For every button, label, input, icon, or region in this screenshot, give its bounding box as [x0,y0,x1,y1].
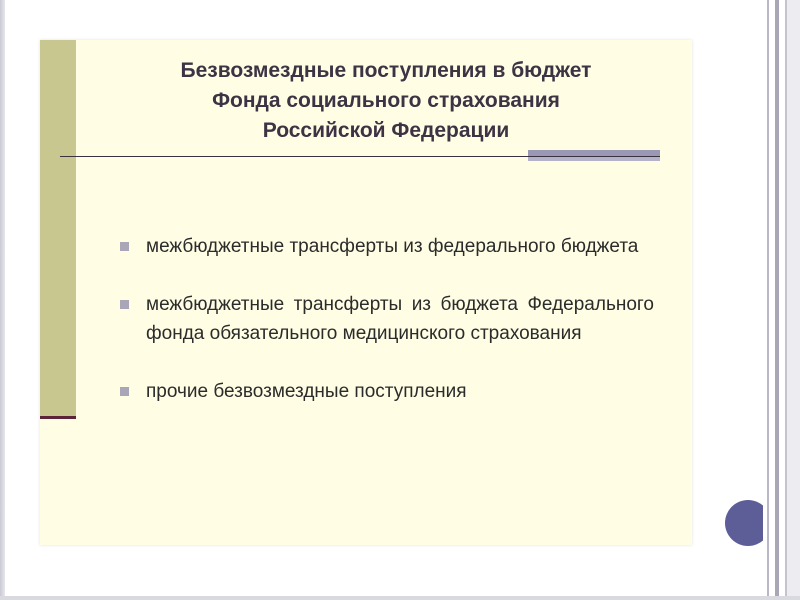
title-underline [60,156,660,157]
bullet-item [118,290,654,348]
bullet-item [118,232,654,261]
frame-right-line [767,0,769,600]
frame-right-line [775,0,779,600]
decorative-half-circle-icon [725,500,763,546]
frame-bottom-border [0,596,800,600]
bullet-item [118,377,654,406]
square-bullet-icon [120,300,129,309]
slide-title-line: Фонда социального страхования [212,89,560,112]
slide-title-line: Безвозмездные поступления в бюджет [180,59,592,82]
frame-right-fill [787,0,800,600]
bullet-text: прочие безвозмездные поступления [146,381,467,402]
decorative-circle-shape [725,500,763,546]
square-bullet-icon [120,387,129,396]
side-accent-strip [40,40,76,417]
side-accent-strip-end [40,416,76,419]
slide-title-line: Российской Федерации [262,119,510,142]
title-underline-accent [528,157,660,161]
bullet-text: межбюджетные трансферты из бюджета Федерального фонда обязательного медицинского страхования [146,294,654,344]
square-bullet-icon [120,242,129,251]
bullet-list [118,232,654,435]
frame-left-border [0,0,5,600]
bullet-text: межбюджетные трансферты из федерального бюджета [146,236,639,257]
slide-title [80,56,692,146]
